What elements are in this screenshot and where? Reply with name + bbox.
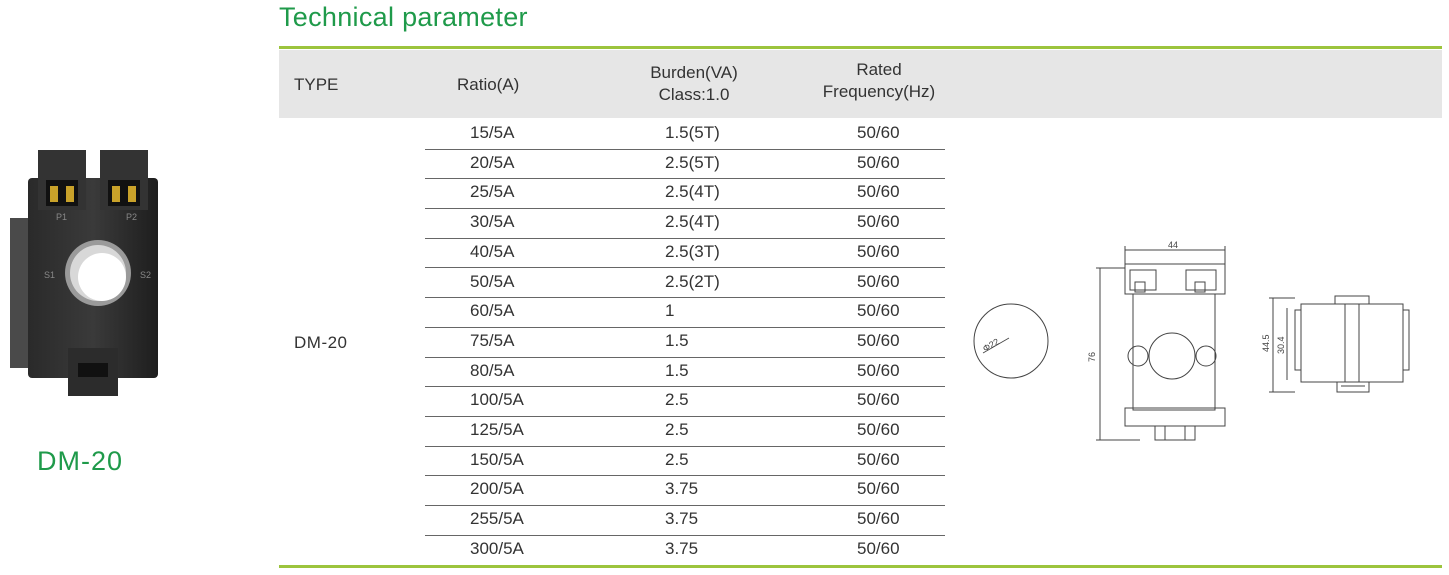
burden-cell: 3.75 [665, 538, 699, 558]
side-inner-label: 30.4 [1276, 336, 1286, 354]
ratio-cell: 50/5A [470, 271, 515, 291]
frequency-cell: 50/60 [857, 212, 900, 232]
ratio-cell: 150/5A [470, 449, 524, 469]
front-view-drawing [1096, 246, 1225, 440]
burden-cell: 2.5 [665, 420, 689, 439]
header-type: TYPE [294, 75, 339, 94]
frequency-cell: 50/60 [857, 509, 900, 529]
burden-cell: 2.5(2T) [665, 271, 720, 291]
frequency-cell: 50/60 [857, 301, 900, 321]
table-row [425, 358, 945, 388]
table-row [425, 120, 945, 150]
ratio-cell: 60/5A [470, 301, 515, 321]
ratio-cell: 255/5A [470, 509, 524, 529]
width-label: 44 [1168, 240, 1179, 250]
burden-cell: 2.5(4T) [665, 212, 720, 232]
table-row [425, 536, 945, 566]
side-outer-label: 44.5 [1261, 334, 1271, 352]
bottom-rule [279, 565, 1442, 568]
ratio-cell: 75/5A [470, 330, 515, 350]
dimension-drawings [965, 240, 1435, 450]
header-frequency-line2: Frequency(Hz) [822, 82, 936, 101]
top-rule [279, 46, 1442, 49]
table-row [425, 269, 945, 299]
table-row [425, 447, 945, 477]
burden-cell: 2.5(3T) [665, 241, 720, 261]
frequency-cell: 50/60 [857, 152, 900, 172]
frequency-cell: 50/60 [857, 330, 900, 350]
hole-diameter-label: Φ22 [981, 336, 1001, 354]
header-frequency [799, 59, 959, 103]
ratio-cell: 100/5A [470, 390, 524, 410]
label-p2: P2 [126, 212, 138, 222]
table-row [425, 506, 945, 536]
ratio-cell: 300/5A [470, 538, 524, 558]
burden-cell: 3.75 [665, 509, 699, 529]
table-row [425, 298, 945, 328]
table-row [425, 179, 945, 209]
product-caption: DM-20 [37, 446, 124, 476]
ratio-cell: 20/5A [470, 152, 515, 172]
table-header [279, 50, 1442, 118]
burden-cell: 1 [665, 301, 675, 321]
table-row [425, 387, 945, 417]
burden-cell: 2.5 [665, 449, 689, 469]
table-row [425, 209, 945, 239]
label-s2: S2 [140, 270, 152, 280]
frequency-cell: 50/60 [857, 360, 900, 380]
table-row [425, 417, 945, 447]
label-s1: S1 [44, 270, 56, 280]
frequency-cell: 50/60 [857, 538, 900, 558]
type-value: DM-20 [294, 333, 348, 352]
ratio-cell: 30/5A [470, 212, 515, 232]
burden-cell: 2.5(5T) [665, 152, 720, 172]
burden-cell: 3.75 [665, 479, 699, 499]
height-label: 76 [1087, 351, 1097, 362]
burden-cell: 2.5(4T) [665, 182, 720, 202]
burden-cell: 1.5 [665, 360, 689, 380]
frequency-cell: 50/60 [857, 182, 900, 202]
section-title: Technical parameter [279, 2, 528, 32]
frequency-cell: 50/60 [857, 449, 900, 469]
table-row [425, 476, 945, 506]
frequency-cell: 50/60 [857, 479, 900, 499]
label-p1: P1 [56, 212, 68, 222]
table-row [425, 239, 945, 269]
frequency-cell: 50/60 [857, 271, 900, 291]
ratio-cell: 125/5A [470, 420, 524, 439]
table-row [425, 150, 945, 180]
side-view-drawing [1269, 296, 1409, 392]
burden-cell: 1.5(5T) [665, 123, 720, 142]
frequency-cell: 50/60 [857, 420, 900, 439]
frequency-cell: 50/60 [857, 390, 900, 410]
ratio-cell: 25/5A [470, 182, 515, 202]
header-ratio: Ratio(A) [457, 75, 520, 94]
header-frequency-line1: Rated [856, 60, 902, 79]
ratio-cell: 15/5A [470, 123, 515, 142]
product-image [8, 148, 168, 400]
header-burden-line2: Class:1.0 [658, 85, 730, 104]
frequency-cell: 50/60 [857, 123, 900, 142]
header-burden [619, 62, 769, 106]
burden-cell: 1.5 [665, 330, 689, 350]
ratio-cell: 40/5A [470, 241, 515, 261]
ratio-cell: 80/5A [470, 360, 515, 380]
frequency-cell: 50/60 [857, 241, 900, 261]
hole-diameter-drawing [974, 304, 1048, 378]
table-row [425, 328, 945, 358]
header-burden-line1: Burden(VA) [650, 63, 738, 82]
burden-cell: 2.5 [665, 390, 689, 410]
ratio-cell: 200/5A [470, 479, 524, 499]
